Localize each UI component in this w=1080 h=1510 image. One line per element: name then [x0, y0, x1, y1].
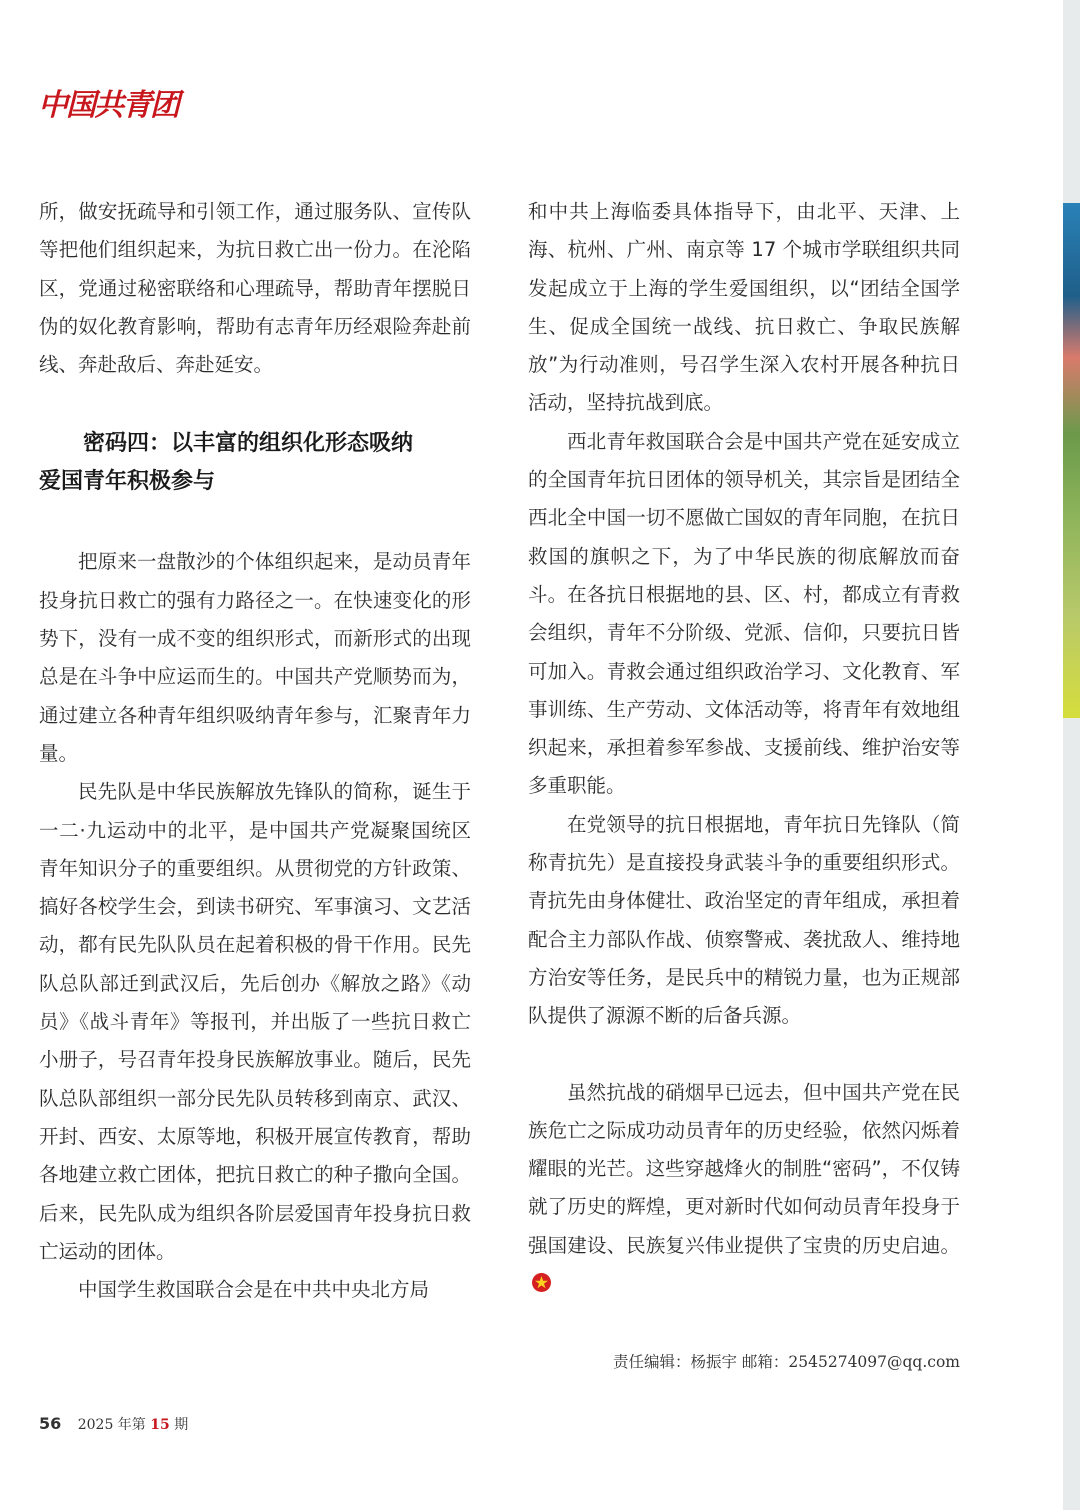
issue-year: 2025 年第 [77, 1417, 146, 1433]
paragraph: 在党领导的抗日根据地，青年抗日先锋队（简称青抗先）是直接投身武装斗争的重要组织形式。青抗先由身体健壮、政治坚定的青年组成，承担着配合主力部队作战、侦察警戒、袭扰敌人、维持地方治安等任务，是民兵中的精锐力量，也为正规部队提供了源源不断的后备兵源。 [528, 812, 960, 1028]
issue-number: 15 [150, 1417, 170, 1433]
issue-suffix: 期 [174, 1417, 189, 1433]
end-star-icon [532, 1273, 551, 1292]
paragraph: 和中共上海临委具体指导下，由北平、天津、上海、杭州、广州、南京等 17 个城市学联组织共同发起成立于上海的学生爱国组织，以“团结全国学生、促成全国统一战线、抗日救亡、争取民族解放”为行动准则，号召学生深入农村开展各种抗日活动，坚持抗战到底。 [528, 200, 960, 415]
closing-paragraph [528, 1074, 960, 1304]
paragraph: 民先队是中华民族解放先锋队的简称，诞生于一二·九运动中的北平，是中国共产党凝聚国统区青年知识分子的重要组织。从贯彻党的方针政策、搞好各校学生会，到读书研究、军事演习、文艺活动，都有民先队队员在起着积极的骨干作用。民先队总队部迁到武汉后，先后创办《解放之路》《动员》《战斗青年》等报刊，并出版了一些抗日救亡小册子，号召青年投身民族解放事业。随后，民先队总队部组织一部分民先队员转移到南京、武汉、开封、西安、太原等地，积极开展宣传教育，帮助各地建立救亡团体，把抗日救亡的种子撒向全国。后来，民先队成为组织各阶层爱国青年投身抗日救亡运动的团体。 [39, 780, 471, 1263]
paragraph: 西北青年救国联合会是中国共产党在延安成立的全国青年抗日团体的领导机关，其宗旨是团结全西北全中国一切不愿做亡国奴的青年同胞，在抗日救国的旗帜之下，为了中华民族的彻底解放而奋斗。在各抗日根据地的县、区、村，都成立有青救会组织，青年不分阶级、党派、信仰，只要抗日皆可加入。青救会通过组织政治学习、文化教育、军事训练、生产劳动、文体活动等，将青年有效地组织起来，承担着参军参战、支援前线、维护治安等多重职能。 [528, 429, 960, 798]
left-column [39, 193, 471, 1309]
section-heading-line1: 密码四：以丰富的组织化形态吸纳 [83, 431, 414, 457]
closing-text: 虽然抗战的硝烟早已远去，但中国共产党在民族危亡之际成功动员青年的历史经验，依然闪烁着耀眼的光芒。这些穿越烽火的制胜“密码”，不仅铸就了历史的辉煌，更对新时代如何动员青年投身于强国建设、民族复兴伟业提供了宝贵的历史启迪。 [528, 1080, 960, 1257]
page-number: 56 [39, 1414, 62, 1433]
magazine-logo: 中国共青团 [38, 88, 178, 123]
paragraph-spacer [528, 1036, 960, 1074]
page-edge-photo [1063, 203, 1080, 718]
editor-credit: 责任编辑：杨振宇 邮箱：2545274097@qq.com [612, 1353, 960, 1371]
section-heading [39, 425, 471, 501]
paragraph: 中国学生救国联合会是在中共中央北方局 [78, 1278, 430, 1302]
right-column [528, 193, 960, 1303]
section-heading-line2: 爱国青年积极参与 [39, 469, 216, 495]
paragraph: 把原来一盘散沙的个体组织起来，是动员青年投身抗日救亡的强有力路径之一。在快速变化的形势下，没有一成不变的组织形式，而新形式的出现总是在斗争中应运而生的。中国共产党顺势而为，通过建立各种青年组织吸纳青年参与，汇聚青年力量。 [39, 550, 471, 765]
paragraph: 所，做安抚疏导和引领工作，通过服务队、宣传队等把他们组织起来，为抗日救亡出一份力。在沦陷区，党通过秘密联络和心理疏导，帮助青年摆脱日伪的奴化教育影响，帮助有志青年历经艰险奔赴前线、奔赴敌后、奔赴延安。 [39, 200, 471, 377]
page-footer [39, 1414, 188, 1434]
